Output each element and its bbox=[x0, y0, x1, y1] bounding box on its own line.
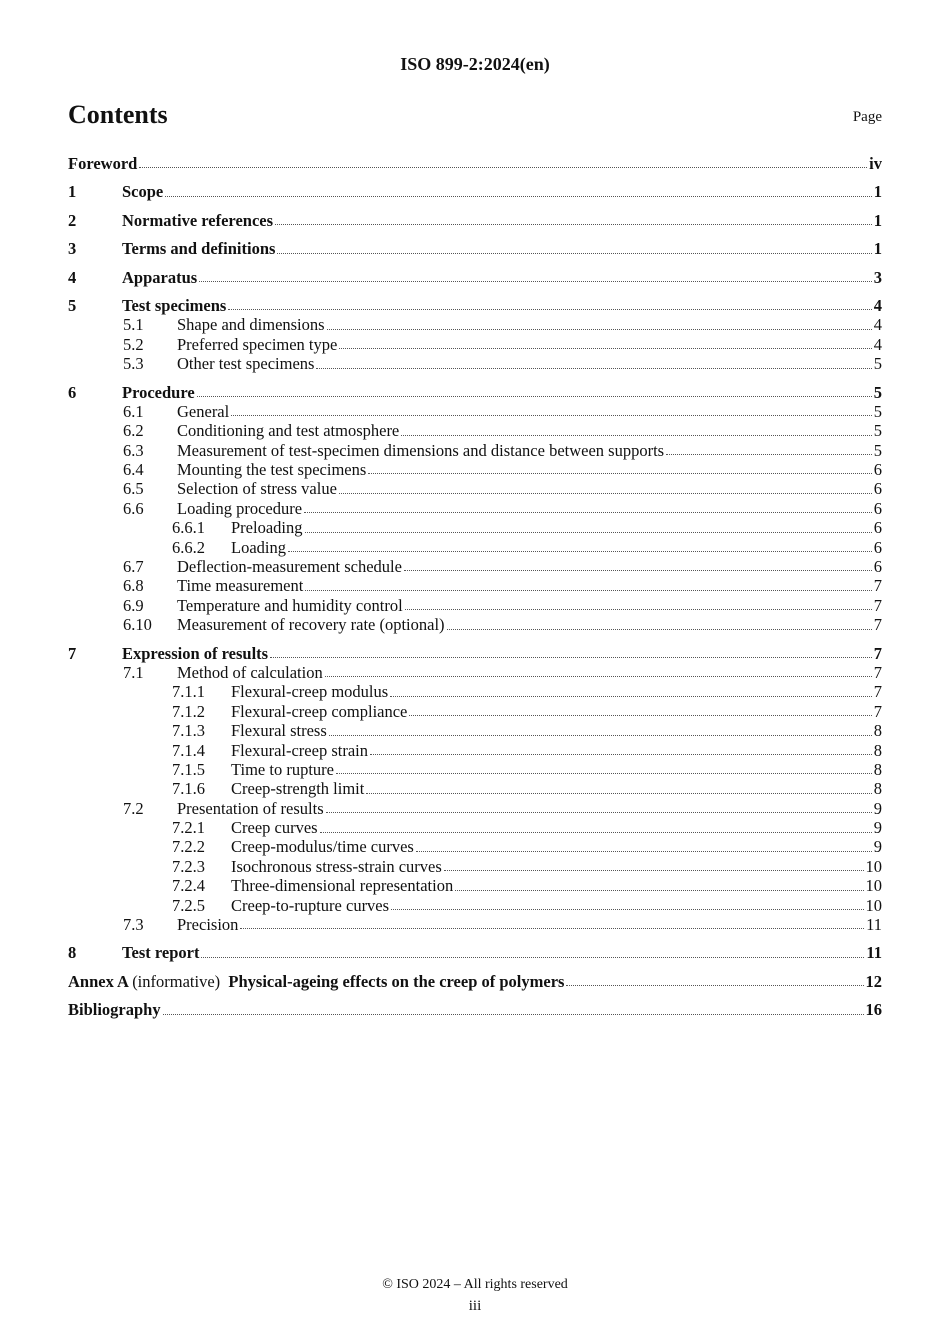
toc-entry-page: 6 bbox=[873, 479, 882, 499]
dot-leader bbox=[339, 493, 872, 494]
toc-entry[interactable] bbox=[68, 354, 882, 373]
toc-entry-page: 12 bbox=[865, 971, 882, 991]
toc-entry-number: 7.1.4 bbox=[172, 740, 205, 760]
toc-entry[interactable] bbox=[68, 479, 882, 498]
toc-entry[interactable] bbox=[68, 421, 882, 440]
toc-entry-page: 5 bbox=[873, 421, 882, 441]
toc-entry-page: 8 bbox=[873, 740, 882, 760]
dot-leader bbox=[327, 329, 872, 330]
toc-entry-number: 7.1 bbox=[123, 662, 144, 682]
toc-entry-number: 6.6.2 bbox=[172, 537, 205, 557]
toc-entry-page: 8 bbox=[873, 721, 882, 741]
toc-entry-page: 5 bbox=[873, 354, 882, 374]
toc-entry[interactable] bbox=[68, 173, 882, 201]
annex-type: (informative) bbox=[132, 971, 221, 991]
dot-leader bbox=[231, 415, 872, 416]
dot-leader bbox=[270, 657, 872, 658]
toc-entry-title: Measurement of recovery rate (optional) bbox=[177, 615, 445, 635]
toc-entry[interactable] bbox=[68, 741, 882, 760]
toc-entry-title: Bibliography bbox=[68, 1000, 161, 1020]
toc-entry[interactable] bbox=[68, 876, 882, 895]
toc-entry-number: 3 bbox=[68, 239, 77, 259]
toc-entry-number: 7.2.4 bbox=[172, 876, 205, 896]
toc-entry-page: 5 bbox=[873, 440, 882, 460]
toc-entry-title bbox=[68, 972, 564, 991]
page-number: iii bbox=[468, 1298, 482, 1314]
toc-entry-page: 11 bbox=[866, 943, 882, 963]
toc-entry[interactable] bbox=[68, 663, 882, 682]
toc-entry-page: 4 bbox=[873, 315, 882, 335]
toc-entry[interactable] bbox=[68, 760, 882, 779]
toc-entry-page: 7 bbox=[873, 682, 882, 702]
toc-entry-number: 6.10 bbox=[123, 615, 152, 635]
toc-entry[interactable] bbox=[68, 682, 882, 701]
toc-entry-number: 5 bbox=[68, 295, 77, 315]
toc-entry[interactable] bbox=[68, 702, 882, 721]
page-title: Contents bbox=[68, 100, 168, 129]
toc-entry-title: Selection of stress value bbox=[177, 479, 337, 499]
toc-entry-title: Temperature and humidity control bbox=[177, 595, 403, 615]
toc-entry-title: Preloading bbox=[231, 518, 303, 538]
dot-leader bbox=[228, 309, 871, 310]
toc-entry[interactable] bbox=[68, 635, 882, 663]
dot-leader bbox=[409, 715, 871, 716]
toc-entry[interactable] bbox=[68, 538, 882, 557]
dot-leader bbox=[666, 454, 872, 455]
dot-leader bbox=[316, 368, 871, 369]
toc-entry-number: 5.2 bbox=[123, 334, 144, 354]
toc-entry[interactable] bbox=[68, 721, 882, 740]
toc-entry-title: Procedure bbox=[122, 382, 195, 402]
toc-entry-page: 4 bbox=[873, 334, 882, 354]
toc-entry-title: Apparatus bbox=[122, 267, 198, 287]
toc-entry-title: Mounting the test specimens bbox=[177, 460, 367, 480]
document-id-header: ISO 899-2:2024(en) bbox=[400, 54, 550, 74]
toc-entry[interactable] bbox=[68, 374, 882, 402]
toc-entry-page: 1 bbox=[873, 239, 882, 259]
toc-entry-title: Method of calculation bbox=[177, 662, 323, 682]
dot-leader bbox=[240, 928, 864, 929]
toc-entry-title: Expression of results bbox=[122, 643, 269, 663]
toc-entry-title: Loading bbox=[231, 537, 286, 557]
toc-entry[interactable] bbox=[68, 934, 882, 962]
dot-leader bbox=[390, 696, 872, 697]
toc-entry-title: Flexural-creep strain bbox=[231, 740, 368, 760]
dot-leader bbox=[304, 512, 872, 513]
toc-entry-page: 1 bbox=[873, 210, 882, 230]
toc-entry-title: Other test specimens bbox=[177, 354, 315, 374]
toc-entry-number: 7.1.2 bbox=[172, 701, 205, 721]
toc-entry[interactable] bbox=[68, 779, 882, 798]
toc-entry-title: Three-dimensional representation bbox=[231, 876, 454, 896]
toc-entry-page: 9 bbox=[873, 837, 882, 857]
dot-leader bbox=[416, 851, 872, 852]
toc-entry-title: General bbox=[177, 401, 230, 421]
toc-entry[interactable] bbox=[68, 963, 882, 991]
toc-entry-number: 5.1 bbox=[123, 315, 144, 335]
toc-entry-number: 6.2 bbox=[123, 421, 144, 441]
toc-entry-number: 7.1.3 bbox=[172, 721, 205, 741]
toc-entry-title: Creep-to-rupture curves bbox=[231, 895, 390, 915]
dot-leader bbox=[305, 590, 871, 591]
toc-entry-title: Test specimens bbox=[122, 295, 227, 315]
toc-entry[interactable] bbox=[68, 615, 882, 634]
toc-entry-number: 2 bbox=[68, 210, 77, 230]
toc-entry[interactable] bbox=[68, 335, 882, 354]
toc-entry-page: 7 bbox=[873, 643, 882, 663]
toc-entry-page: 9 bbox=[873, 798, 882, 818]
toc-entry-number: 5.3 bbox=[123, 354, 144, 374]
dot-leader bbox=[275, 224, 872, 225]
dot-leader bbox=[368, 473, 871, 474]
toc-entry-page: 10 bbox=[865, 856, 882, 876]
dot-leader bbox=[401, 435, 871, 436]
dot-leader bbox=[444, 870, 864, 871]
toc-entry-page: 8 bbox=[873, 759, 882, 779]
toc-entry-number: 8 bbox=[68, 943, 77, 963]
toc-entry-page: iv bbox=[869, 153, 882, 173]
toc-entry-number: 6.4 bbox=[123, 460, 144, 480]
toc-entry[interactable] bbox=[68, 315, 882, 334]
dot-leader bbox=[336, 773, 872, 774]
dot-leader bbox=[199, 281, 872, 282]
dot-leader bbox=[339, 348, 871, 349]
toc-entry-page: 7 bbox=[873, 576, 882, 596]
toc-entry-number: 6.9 bbox=[123, 595, 144, 615]
toc-entry-number: 6.7 bbox=[123, 557, 144, 577]
toc-entry-number: 6 bbox=[68, 382, 77, 402]
toc-entry-page: 16 bbox=[865, 1000, 882, 1020]
dot-leader bbox=[320, 832, 872, 833]
toc-entry-title: Creep-strength limit bbox=[231, 779, 365, 799]
table-of-contents bbox=[68, 145, 882, 1020]
toc-entry[interactable] bbox=[68, 915, 882, 934]
toc-entry-page: 3 bbox=[873, 267, 882, 287]
toc-entry-page: 6 bbox=[873, 557, 882, 577]
toc-entry[interactable] bbox=[68, 460, 882, 479]
dot-leader bbox=[201, 957, 864, 958]
toc-entry-title: Time measurement bbox=[177, 576, 304, 596]
toc-entry-number: 7.1.5 bbox=[172, 759, 205, 779]
toc-entry[interactable] bbox=[68, 896, 882, 915]
toc-entry-title: Loading procedure bbox=[177, 498, 303, 518]
toc-entry[interactable] bbox=[68, 557, 882, 576]
dot-leader bbox=[277, 253, 871, 254]
toc-entry[interactable] bbox=[68, 259, 882, 287]
toc-entry-page: 7 bbox=[873, 662, 882, 682]
toc-entry-number: 6.6.1 bbox=[172, 518, 205, 538]
dot-leader bbox=[165, 196, 872, 197]
dot-leader bbox=[455, 890, 863, 891]
toc-entry[interactable] bbox=[68, 441, 882, 460]
toc-entry-number: 7.2.5 bbox=[172, 895, 205, 915]
toc-entry-page: 11 bbox=[866, 915, 882, 935]
toc-entry[interactable] bbox=[68, 596, 882, 615]
toc-entry[interactable] bbox=[68, 857, 882, 876]
dot-leader bbox=[288, 551, 872, 552]
dot-leader bbox=[404, 570, 872, 571]
copyright-footer: © ISO 2024 – All rights reserved bbox=[382, 1277, 568, 1292]
toc-entry-title: Test report bbox=[122, 943, 200, 963]
dot-leader bbox=[566, 985, 863, 986]
toc-entry-title: Time to rupture bbox=[231, 759, 334, 779]
toc-entry[interactable] bbox=[68, 202, 882, 230]
toc-entry-page: 7 bbox=[873, 595, 882, 615]
toc-entry[interactable] bbox=[68, 499, 882, 518]
toc-entry-page: 6 bbox=[873, 537, 882, 557]
toc-entry-number: 7.2.2 bbox=[172, 837, 205, 857]
toc-entry-number: 7.2 bbox=[123, 798, 144, 818]
toc-entry-title: Measurement of test-specimen dimensions and distance between supports bbox=[177, 440, 665, 460]
toc-entry-number: 6.6 bbox=[123, 498, 144, 518]
page-column-label: Page bbox=[852, 109, 882, 125]
toc-entry-number: 7.3 bbox=[123, 915, 144, 935]
dot-leader bbox=[329, 735, 872, 736]
toc-entry-title: Creep-modulus/time curves bbox=[231, 837, 414, 857]
toc-entry[interactable] bbox=[68, 230, 882, 258]
toc-entry-title: Scope bbox=[122, 182, 164, 202]
toc-entry-title: Precision bbox=[177, 915, 239, 935]
toc-entry[interactable] bbox=[68, 838, 882, 857]
dot-leader bbox=[366, 793, 871, 794]
dot-leader bbox=[326, 812, 872, 813]
toc-entry-title: Terms and definitions bbox=[122, 239, 276, 259]
toc-entry-title: Flexural-creep compliance bbox=[231, 701, 408, 721]
dot-leader bbox=[325, 676, 872, 677]
toc-entry-title: Preferred specimen type bbox=[177, 334, 338, 354]
toc-entry[interactable] bbox=[68, 402, 882, 421]
dot-leader bbox=[305, 532, 872, 533]
toc-entry[interactable] bbox=[68, 818, 882, 837]
toc-entry-number: 7.2.1 bbox=[172, 818, 205, 838]
dot-leader bbox=[370, 754, 872, 755]
toc-entry-title: Isochronous stress-strain curves bbox=[231, 856, 442, 876]
annex-title: Physical-ageing effects on the creep of polymers bbox=[228, 971, 565, 991]
toc-entry-page: 6 bbox=[873, 460, 882, 480]
toc-entry-title: Presentation of results bbox=[177, 798, 324, 818]
toc-entry[interactable] bbox=[68, 145, 882, 173]
toc-entry-page: 6 bbox=[873, 518, 882, 538]
toc-entry-page: 7 bbox=[873, 615, 882, 635]
toc-entry[interactable] bbox=[68, 799, 882, 818]
toc-entry-number: 4 bbox=[68, 267, 77, 287]
toc-entry-page: 7 bbox=[873, 701, 882, 721]
toc-entry-number: 7.1.1 bbox=[172, 682, 205, 702]
toc-entry-number: 6.8 bbox=[123, 576, 144, 596]
toc-entry[interactable] bbox=[68, 576, 882, 595]
dot-leader bbox=[391, 909, 863, 910]
dot-leader bbox=[139, 167, 867, 168]
toc-entry-title: Deflection-measurement schedule bbox=[177, 557, 402, 577]
toc-entry-page: 10 bbox=[865, 876, 882, 896]
toc-entry-page: 9 bbox=[873, 818, 882, 838]
toc-entry-title: Normative references bbox=[122, 210, 274, 230]
toc-entry-page: 6 bbox=[873, 498, 882, 518]
dot-leader bbox=[447, 629, 872, 630]
toc-entry-number: 6.1 bbox=[123, 401, 144, 421]
toc-entry[interactable] bbox=[68, 991, 882, 1019]
toc-entry-page: 10 bbox=[865, 895, 882, 915]
toc-entry-number: 6.3 bbox=[123, 440, 144, 460]
toc-entry-page: 1 bbox=[873, 182, 882, 202]
toc-entry-title: Creep curves bbox=[231, 818, 318, 838]
dot-leader bbox=[405, 609, 872, 610]
toc-entry-page: 5 bbox=[873, 401, 882, 421]
toc-entry-title: Shape and dimensions bbox=[177, 315, 325, 335]
toc-entry-number: 7 bbox=[68, 643, 77, 663]
toc-entry-title: Conditioning and test atmosphere bbox=[177, 421, 400, 441]
toc-entry-title: Flexural stress bbox=[231, 721, 327, 741]
toc-entry-page: 5 bbox=[873, 382, 882, 402]
annex-label: Annex A bbox=[68, 971, 129, 991]
toc-entry-number: 7.1.6 bbox=[172, 779, 205, 799]
toc-entry-number: 7.2.3 bbox=[172, 856, 205, 876]
dot-leader bbox=[197, 396, 872, 397]
toc-entry-page: 4 bbox=[873, 295, 882, 315]
toc-entry-number: 1 bbox=[68, 182, 77, 202]
toc-entry[interactable] bbox=[68, 287, 882, 315]
toc-entry-page: 8 bbox=[873, 779, 882, 799]
dot-leader bbox=[163, 1014, 864, 1015]
toc-entry-title: Flexural-creep modulus bbox=[231, 682, 389, 702]
toc-entry[interactable] bbox=[68, 518, 882, 537]
toc-entry-number: 6.5 bbox=[123, 479, 144, 499]
toc-entry-title: Foreword bbox=[68, 153, 138, 173]
